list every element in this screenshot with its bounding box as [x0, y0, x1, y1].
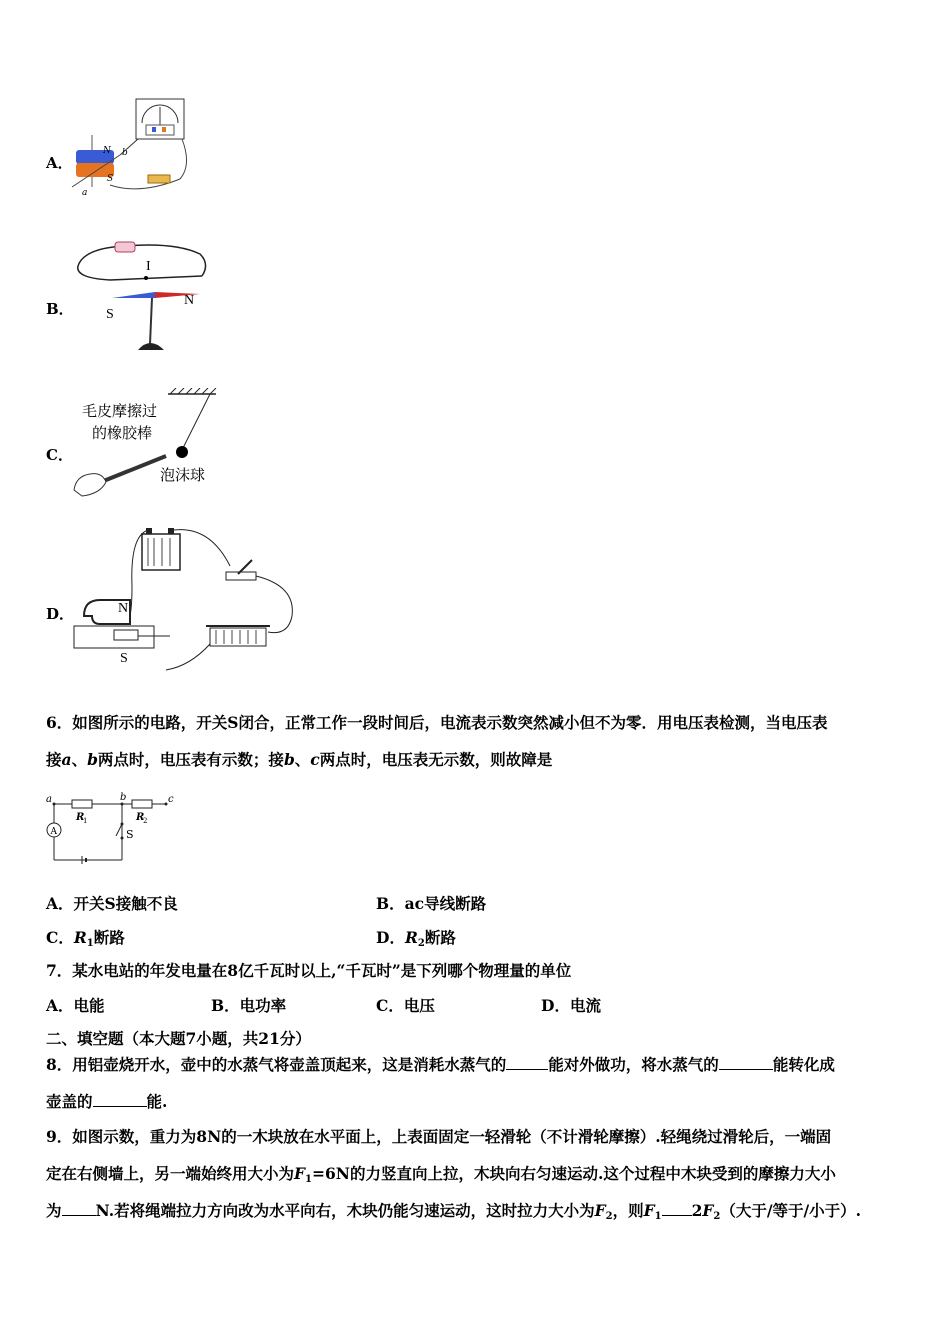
fig-b-n: N	[184, 293, 195, 308]
q6-option-c[interactable]: C．$R_1$断路	[46, 928, 125, 949]
q6-option-a[interactable]: A．开关S接触不良	[46, 894, 178, 913]
q6-switch-label: S	[126, 828, 134, 841]
q7-option-b[interactable]: B．电功率	[211, 996, 287, 1015]
fig-d-n: N	[118, 601, 129, 616]
q7-stem: 7．某水电站的年发电量在8亿千瓦时以上,“千瓦时”是下列哪个物理量的单位	[46, 961, 572, 980]
q9-line2: 定在右侧墙上，另一端始终用大小为$F_1=6N$的力竖直向上拉，木块向右匀速运动.这个过程中木块受到的摩擦力大小	[46, 1164, 836, 1185]
fig-b-s: S	[106, 307, 114, 322]
q8-line1: 8．用铝壶烧开水，壶中的水蒸气将壶盖顶起来，这是消耗水蒸气的 能对外做功，将水蒸气的 能转化成	[46, 1055, 835, 1074]
q8-blank-1[interactable]	[506, 1055, 548, 1070]
fig-b-current: I	[146, 259, 151, 274]
q6-point-c: c	[168, 794, 174, 805]
fig-a-n: N	[103, 146, 111, 156]
option-c-label[interactable]: C．	[46, 446, 73, 464]
figure-c-rod-ball	[70, 388, 225, 503]
figure-d-motor-circuit	[70, 526, 302, 674]
fig-a-s: S	[107, 174, 114, 184]
fig-c-rod-label-1: 毛皮摩擦过	[82, 402, 158, 420]
q6-option-b[interactable]: B．ac导线断路	[376, 894, 487, 913]
q8-blank-3[interactable]	[93, 1092, 147, 1107]
q6-point-b: b	[120, 792, 127, 803]
q7-option-a[interactable]: A．电能	[46, 996, 105, 1015]
q6-r2-sub: 2	[143, 817, 148, 825]
q7-option-c[interactable]: C．电压	[376, 996, 435, 1015]
q8-line2: 壶盖的 能.	[46, 1092, 168, 1111]
option-a-label[interactable]: A．	[46, 154, 73, 172]
option-d-label[interactable]: D．	[46, 605, 75, 623]
fig-a-b: b	[122, 148, 128, 158]
fig-a-a: a	[82, 188, 88, 198]
section-2-heading: 二、填空题（本大题7小题，共21分）	[46, 1029, 311, 1048]
q6-circuit-diagram	[46, 790, 178, 870]
option-b-label[interactable]: B．	[46, 300, 74, 318]
fig-c-rod-label-2: 的橡胶棒	[92, 424, 153, 442]
q7-option-d[interactable]: D．电流	[541, 996, 601, 1015]
q9-blank-2[interactable]	[662, 1201, 692, 1216]
q6-ammeter-label: A	[50, 827, 57, 837]
fig-d-s: S	[120, 651, 128, 666]
q6-r2-label: R	[136, 812, 145, 823]
fig-c-ball-label: 泡沫球	[160, 466, 206, 484]
q6-r1-sub: 1	[83, 817, 88, 825]
q6-point-a: a	[46, 794, 52, 805]
figure-a-galvanometer	[70, 95, 190, 200]
q6-stem-line2: 接a、b两点时，电压表有示数；接b、c两点时，电压表无示数，则故障是	[46, 750, 553, 769]
q9-line3: 为 N.若将绳端拉力方向改为水平向右，木块仍能匀速运动，这时拉力大小为$F_2$，则$F_1$ $2F_2$（大于/等于/小于）.	[46, 1201, 862, 1222]
q8-blank-2[interactable]	[719, 1055, 773, 1070]
q6-r1-label: R	[76, 812, 85, 823]
figure-b-compass-wire	[70, 238, 215, 358]
q9-blank-1[interactable]	[62, 1201, 96, 1216]
q6-stem-line1: 6．如图所示的电路，开关S闭合，正常工作一段时间后，电流表示数突然减小但不为零．用电压表检测，当电压表	[46, 713, 828, 732]
q9-line1: 9．如图示数，重力为8N的一木块放在水平面上，上表面固定一轻滑轮（不计滑轮摩擦）.轻绳绕过滑轮后，一端固	[46, 1127, 832, 1146]
q6-option-d[interactable]: D．$R_2$断路	[376, 928, 456, 949]
